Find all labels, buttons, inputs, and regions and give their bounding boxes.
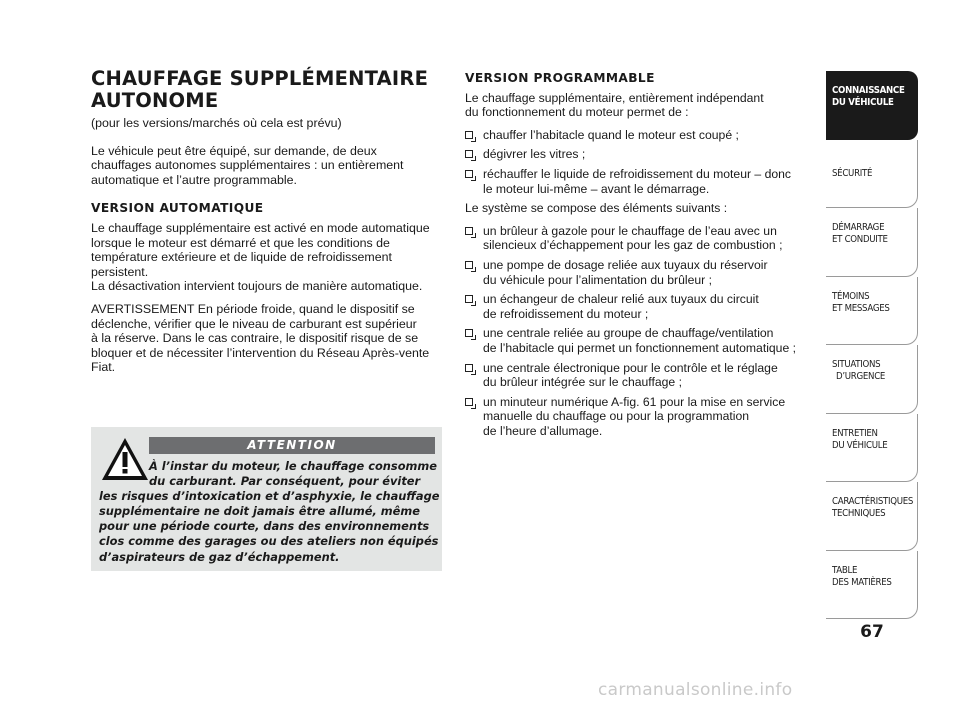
tab-label: TECHNIQUES [832, 508, 886, 519]
prog-list [465, 128, 815, 196]
tab-label: SÉCURITÉ [832, 167, 873, 179]
checkbox-bullet-icon [465, 364, 473, 372]
auto-paragraph [91, 221, 443, 294]
right-column [465, 71, 815, 443]
tab-label: DES MATIÈRES [832, 576, 892, 588]
tab-label: TABLE [832, 564, 858, 576]
title-line: CHAUFFAGE SUPPLÉMENTAIRE [91, 67, 429, 90]
text-line: pour une période courte, dans des environnements [99, 519, 430, 534]
prog-intro [465, 91, 815, 120]
tab-table-matieres[interactable] [826, 551, 918, 620]
tab-label: ENTRETIEN [832, 427, 878, 439]
text-line: bloquer et de nécessiter l’intervention du Réseau Après-vente [91, 345, 430, 360]
tab-label: TÉMOINS [832, 290, 870, 302]
text-line: du fonctionnement du moteur permet de : [465, 105, 689, 120]
tab-situations-urgence[interactable] [826, 345, 918, 414]
text-line: les risques d’intoxication et d’asphyxie, le chauffage [99, 489, 440, 504]
checkbox-bullet-icon [465, 170, 473, 178]
text-line: à la réserve. Dans le cas contraire, le dispositif risque de se [91, 331, 419, 346]
text-line: de l’heure d’allumage. [483, 423, 603, 438]
text-line: silencieux d’échappement pour les gaz de combustion ; [483, 238, 783, 253]
text-line: de l’habitacle qui permet un fonctionnement automatique ; [483, 340, 797, 355]
text-line: chauffages autonomes supplémentaires : un entièrement [91, 158, 404, 173]
intro-paragraph [91, 144, 443, 188]
page-number: 67 [860, 622, 884, 642]
title-line: AUTONOME [91, 89, 219, 112]
text-line: du carburant. Par conséquent, pour éviter [149, 474, 421, 489]
list-item [465, 224, 815, 253]
text-line: chauffer l’habitacle quand le moteur est coupé ; [483, 127, 739, 142]
list-item [465, 361, 815, 390]
list-item [465, 167, 815, 196]
list-item [465, 128, 815, 143]
text-line: un échangeur de chaleur relié aux tuyaux du circuit [483, 292, 759, 307]
tab-label: DU VÉHICULE [832, 97, 894, 108]
text-line: de refroidissement du moteur ; [483, 306, 649, 321]
tab-label: CARACTÉRISTIQUES [832, 496, 914, 507]
attention-banner: ATTENTION [149, 437, 435, 454]
checkbox-bullet-icon [465, 295, 473, 303]
text-line: un brûleur à gazole pour le chauffage de l’eau avec un [483, 223, 777, 238]
checkbox-bullet-icon [465, 150, 473, 158]
tab-label: ET MESSAGES [832, 302, 890, 314]
text-line: AVERTISSEMENT En période froide, quand le dispositif se [91, 301, 415, 316]
text-line: une pompe de dosage reliée aux tuyaux du réservoir [483, 257, 768, 272]
left-column [91, 68, 443, 383]
text-line: une centrale reliée au groupe de chauffage/ventilation [483, 326, 774, 341]
text-line: clos comme des garages ou des ateliers non équipés [99, 534, 439, 549]
text-line: automatique et l’autre programmable. [91, 172, 297, 187]
tab-label: CONNAISSANCE [832, 85, 905, 96]
page-subtitle: (pour les versions/marchés où cela est prévu) [91, 116, 342, 130]
text-line: lorsque le moteur est démarré et que les conditions de [91, 235, 390, 250]
checkbox-bullet-icon [465, 227, 473, 235]
list-item [465, 147, 815, 162]
text-line: réchauffer le liquide de refroidissement du moteur – donc [483, 166, 792, 181]
tab-label: SITUATIONS [832, 359, 881, 370]
text-line: un minuteur numérique A-fig. 61 pour la mise en service [483, 394, 786, 409]
checkbox-bullet-icon [465, 398, 473, 406]
text-line: La désactivation intervient toujours de manière automatique. [91, 279, 423, 294]
text-line: dégivrer les vitres ; [483, 147, 586, 162]
list-item [465, 292, 815, 321]
text-line: manuelle du chauffage ou pour la programmation [483, 409, 750, 424]
text-line: Le chauffage supplémentaire est activé en mode automatique [91, 220, 430, 235]
text-line: du brûleur intégrée sur le chauffage ; [483, 375, 682, 390]
system-list [465, 224, 815, 439]
text-line: du véhicule pour l’alimentation du brûleur ; [483, 272, 712, 287]
section-title-auto: VERSION AUTOMATIQUE [91, 201, 264, 216]
system-intro: Le système se compose des éléments suivants : [465, 201, 728, 216]
text-line: Le chauffage supplémentaire, entièrement indépendant [465, 90, 764, 105]
text-line: le moteur lui-même – avant le démarrage. [483, 181, 710, 196]
list-item [465, 326, 815, 355]
page-title [91, 68, 443, 112]
tab-temoins-messages[interactable] [826, 277, 918, 346]
attention-text [99, 459, 440, 565]
tab-securite[interactable] [826, 140, 918, 209]
list-item [465, 395, 815, 439]
text-line: À l’instar du moteur, le chauffage consomme [149, 459, 437, 473]
text-line: température extérieure et de liquide de refroidissement [91, 250, 392, 265]
chapter-tabs [826, 71, 918, 619]
section-title-prog: VERSION PROGRAMMABLE [465, 71, 655, 85]
text-line: Fiat. [91, 360, 116, 375]
tab-demarrage-conduite[interactable] [826, 208, 918, 277]
tab-label: DÉMARRAGE [832, 222, 885, 233]
list-item [465, 258, 815, 287]
text-line: déclenche, vérifier que le niveau de carburant est supérieur [91, 316, 417, 331]
tab-entretien-vehicule[interactable] [826, 414, 918, 483]
tab-caracteristiques-techniques[interactable] [826, 482, 918, 551]
tab-label: DU VÉHICULE [832, 439, 888, 451]
text-line: une centrale électronique pour le contrôle et le réglage [483, 360, 778, 375]
tab-label: D’URGENCE [836, 371, 886, 382]
checkbox-bullet-icon [465, 329, 473, 337]
text-line: supplémentaire ne doit jamais être allumé, même [99, 504, 420, 519]
text-line: persistent. [91, 264, 149, 279]
checkbox-bullet-icon [465, 131, 473, 139]
tab-connaissance-vehicule[interactable] [826, 71, 918, 140]
text-line: Le véhicule peut être équipé, sur demande, de deux [91, 143, 377, 158]
attention-box [91, 427, 442, 571]
tab-label: ET CONDUITE [832, 234, 888, 245]
watermark: carmanualsonline.info [598, 680, 793, 700]
checkbox-bullet-icon [465, 261, 473, 269]
text-line: d’aspirateurs de gaz d’échappement. [99, 549, 340, 564]
warning-paragraph [91, 302, 443, 375]
